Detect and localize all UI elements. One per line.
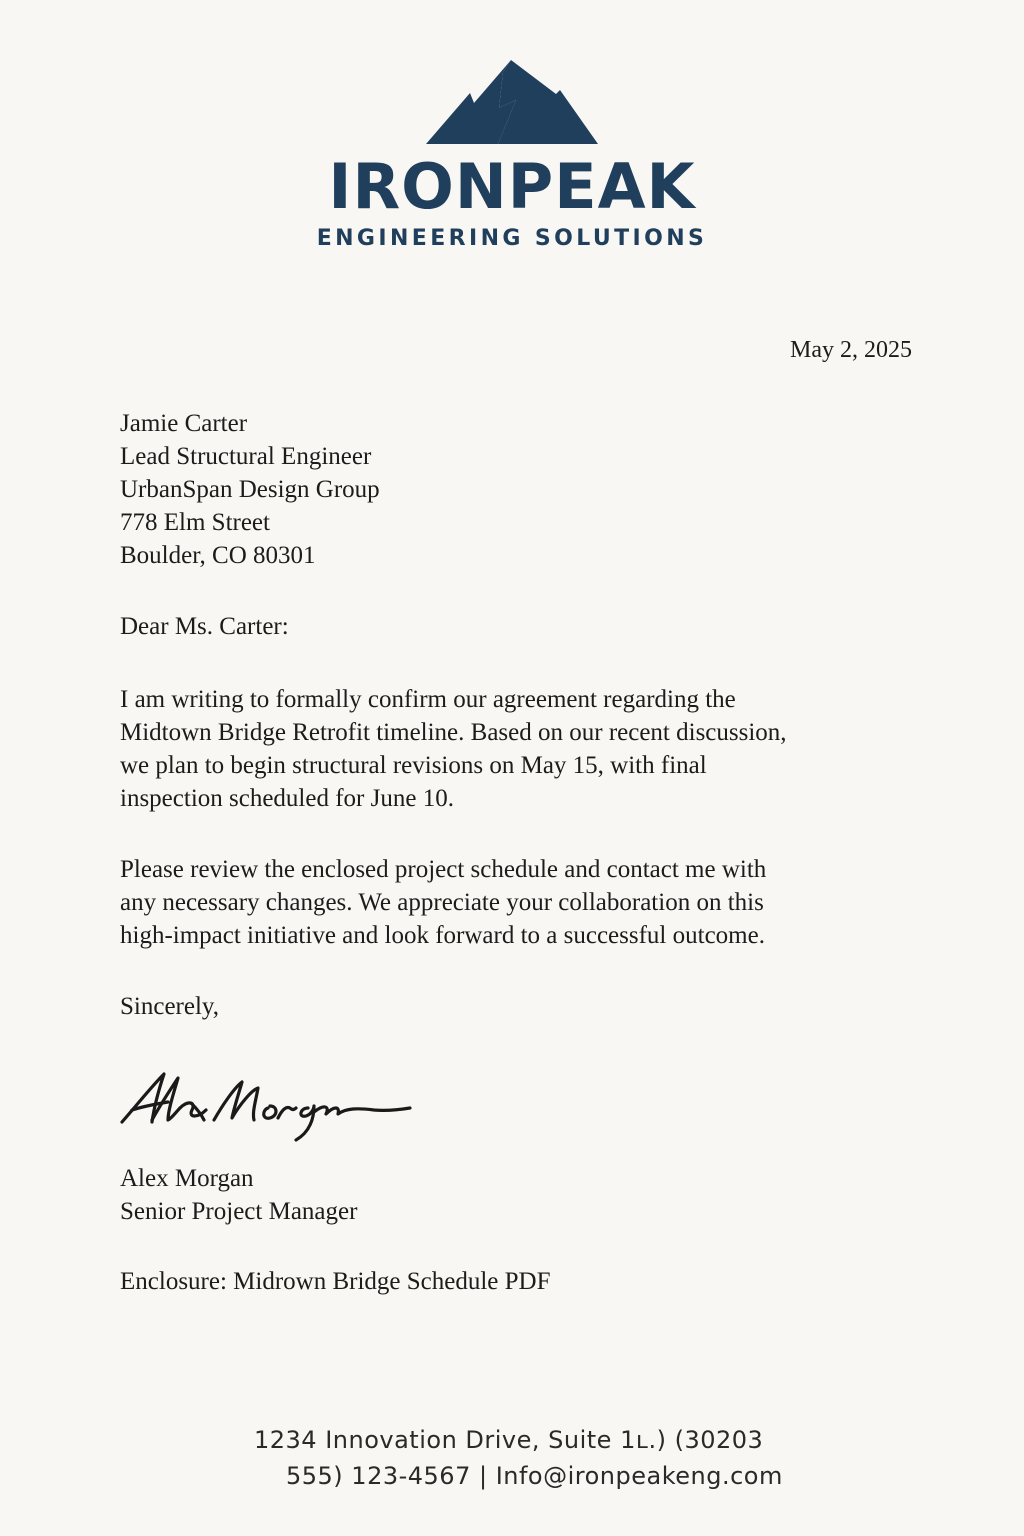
- footer-contact: 555) 123-4567 | Info@ironpeakeng.com: [286, 1462, 783, 1490]
- letter-date: May 2, 2025: [790, 337, 912, 363]
- brand-tagline: ENGINEERING SOLUTIONS: [316, 226, 708, 251]
- body-paragraph-2: [120, 853, 900, 952]
- recipient-company: UrbanSpan Design Group: [120, 476, 380, 503]
- salutation: Dear Ms. Carter:: [120, 613, 289, 640]
- body-paragraph-1: [120, 683, 900, 815]
- closing: Sincerely,: [120, 993, 220, 1020]
- paragraph-line: we plan to begin structural revisions on May 15, with final: [120, 752, 707, 779]
- recipient-street: 778 Elm Street: [120, 509, 270, 536]
- footer-address: 1234 Innovation Drive, Suite 1ʟ.) (30203: [254, 1426, 764, 1454]
- paragraph-line: Midtown Bridge Retrofit timeline. Based on our recent discussion,: [120, 719, 787, 746]
- brand-name: IRONPEAK: [328, 150, 696, 223]
- letterhead-logo: [0, 60, 1024, 251]
- recipient-title: Lead Structural Engineer: [120, 443, 372, 470]
- enclosure-note: Enclosure: Midrown Bridge Schedule PDF: [120, 1268, 551, 1295]
- paragraph-line: any necessary changes. We appreciate your collaboration on this: [120, 889, 764, 916]
- signature-graphic: [118, 1062, 418, 1142]
- handwritten-signature: [118, 1062, 418, 1147]
- recipient-address: [120, 407, 380, 572]
- signer-block: [120, 1162, 357, 1228]
- paragraph-line: I am writing to formally confirm our agreement regarding the: [120, 686, 736, 713]
- paragraph-line: high-impact initiative and look forward to a successful outcome.: [120, 922, 765, 949]
- recipient-name: Jamie Carter: [120, 410, 248, 437]
- recipient-city: Boulder, CO 80301: [120, 542, 316, 569]
- paragraph-line: inspection scheduled for June 10.: [120, 785, 454, 812]
- signer-title: Senior Project Manager: [120, 1198, 358, 1225]
- paragraph-line: Please review the enclosed project schedule and contact me with: [120, 856, 767, 883]
- mountain-peak-icon: [426, 60, 598, 146]
- signer-name: Alex Morgan: [120, 1165, 254, 1192]
